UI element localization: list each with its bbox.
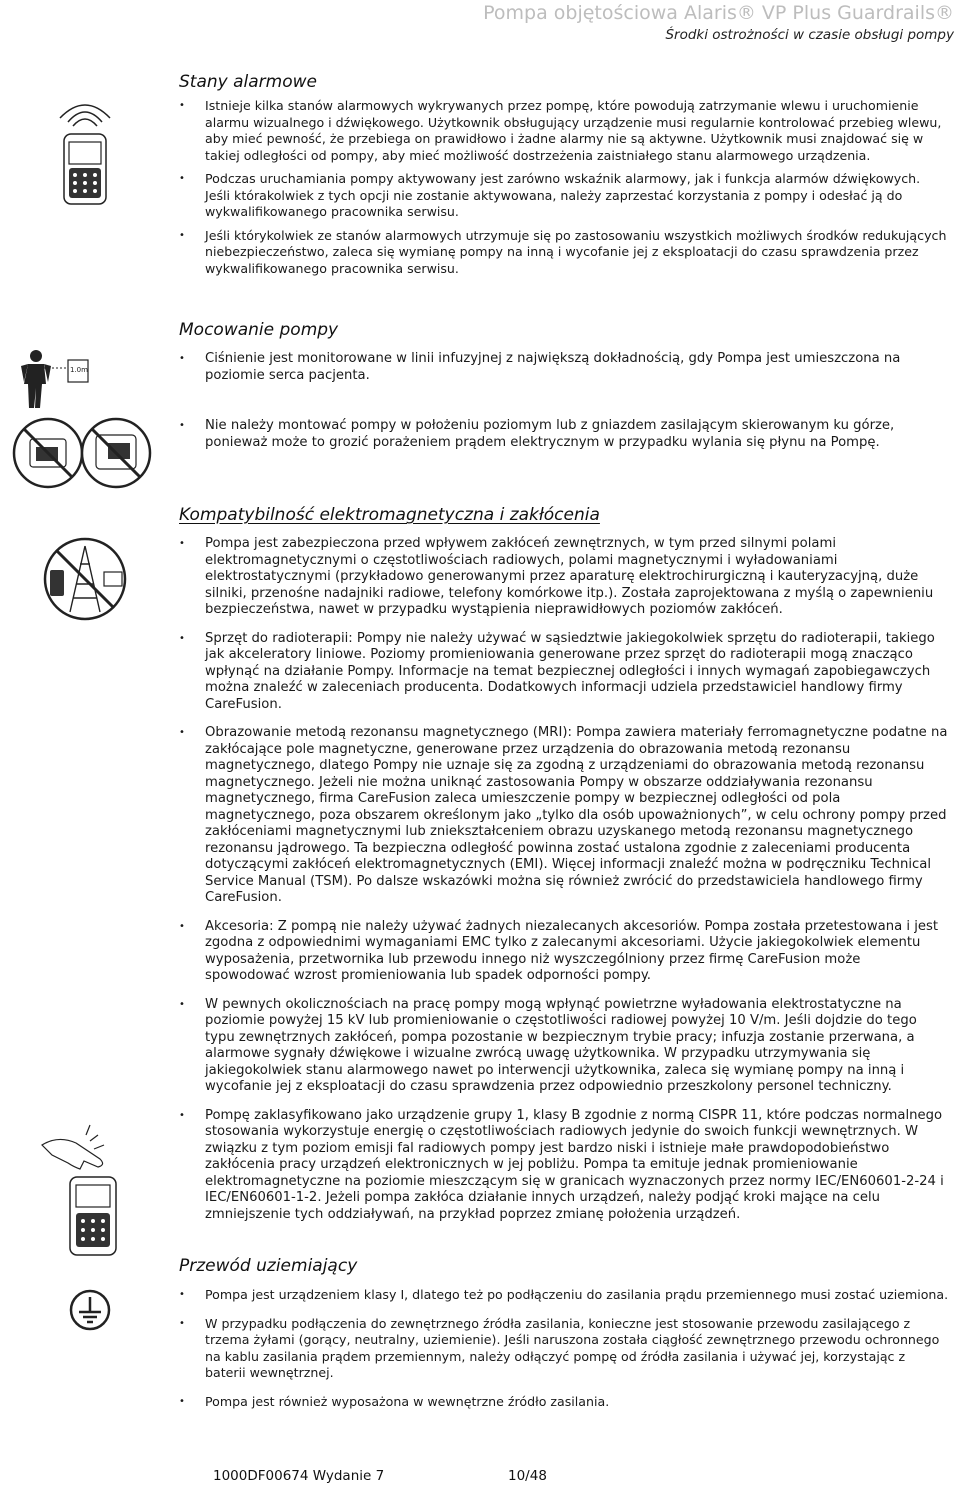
heading-pump-mounting: Mocowanie pompy: [179, 320, 339, 340]
list-item: • Pompa jest urządzeniem klasy I, dlatego też po podłączeniu do zasilania prądu przemiennego musi zostać uziemiona.: [179, 1287, 949, 1304]
list-item: • Nie należy montować pompy w położeniu poziomym lub z gniazdem zasilającym skierowanym ku górze, ponieważ może to grozić porażeniem prądem elektrycznym w przypadku wylania się płynu na Pompę.: [179, 418, 949, 451]
list-item: • Sprzęt do radioterapii: Pompy nie należy używać w sąsiedztwie jakiegokolwiek sprzętu do radioterapii, takiego jak akceleratory liniowe. Poziomy promieniowania generowane przez sprzęt do radioterapii mogą znacząco wpłynąć na działanie Pompy. Informacje na temat bezpiecznej odległości i innych wymagań zapobiegawczych można znaleźć w zaleceniach producenta. Dodatkowych informacji udziela przedstawiciel handlowy firmy CareFusion.: [179, 631, 949, 714]
hand-touch-pump-icon: [38, 1115, 133, 1260]
protective-earth-icon: [68, 1288, 112, 1332]
document-subtitle: Środki ostrożności w czasie obsługi pompy: [665, 27, 954, 43]
list-item: • W pewnych okolicznościach na pracę pompy mogą wpłynąć powietrzne wyładowania elektrostatyczne na poziomie powyżej 15 kV lub promieniowanie o częstotliwości radiowej powyżej 10 V/m. Jeśli dojdzie do tego typu zewnętrznych zakłóceń, pompa pozostanie w bezpiecznym trybie pracy; infuzja zostanie przerwana, a alarmowe sygnały dźwiękowe i wizualne zwrócą uwagę użytkownika. W przypadku utrzymywania się jakiegokolwiek stanu alarmowego nawet po interwencji użytkownika, zaleca się wymianę pompy na inną i wycofanie jej z eksploatacji do czasu sprawdzenia przez odpowiednio przeszkolony personel techniczny.: [179, 997, 949, 1096]
list-item: • Jeśli którykolwiek ze stanów alarmowych utrzymuje się po zastosowaniu wszystkich możliwych środków redukujących niebezpieczeństwo, zaleca się wymianę pompy na inną i wycofanie jej z eksploatacji do czasu sprawdzenia przez wykwalifikowanego pracownika serwisu.: [179, 228, 949, 278]
list-item: • Pompa jest również wyposażona w wewnętrzne źródło zasilania.: [179, 1394, 949, 1411]
pump-alarm-icon: [50, 100, 120, 212]
heading-alarm-states: Stany alarmowe: [179, 72, 317, 92]
page-number: 10/48: [508, 1468, 547, 1484]
heading-ground-wire: Przewód uziemiający: [179, 1256, 358, 1276]
no-horizontal-mount-icon: [8, 413, 156, 493]
patient-height-icon: [16, 348, 94, 410]
alarm-bullet-list: [179, 98, 949, 277]
document-title: Pompa objętościowa Alaris® VP Plus Guardrails®: [483, 2, 954, 24]
footer-doc-id: 1000DF00674 Wydanie 7: [213, 1468, 385, 1484]
list-item: • Podczas uruchamiania pompy aktywowany jest zarówno wskaźnik alarmowy, jak i funkcja alarmów dźwiękowych. Jeśli którakolwiek z tych opcji nie zostanie aktywowana, należy zaprzestać korzystania z pompy i odesłać ją do wykwalifikowanego pracownika serwisu.: [179, 171, 949, 221]
list-item: • Istnieje kilka stanów alarmowych wykrywanych przez pompę, które powodują zatrzymanie wlewu i uruchomienie alarmu wizualnego i dźwiękowego. Użytkownik obsługujący urządzenie musi regularnie kontrolować przebieg wlewu, aby mieć pewność, że przebiega on prawidłowo i żadne alarmy nie są aktywne. Użytkownik musi znajdować się w takiej odległości od pompy, aby mieć możliwość dostrzeżenia zaistniałego stanu alarmowego urządzenia.: [179, 98, 949, 164]
list-item: • Pompę zaklasyfikowano jako urządzenie grupy 1, klasy B zgodnie z normą CISPR 11, które podczas normalnego stosowania wykorzystuje energię o częstotliwościach radiowych jedynie do swoich funkcji wewnętrznych. W związku z tym poziom emisji fal radiowych pompy jest bardzo niski i istnieje małe prawdopodobieństwo zakłócenia pracy urządzeń elektronicznych w jej pobliżu. Pompa ta emituje jednak promieniowanie elektromagnetyczne na poziomie mieszczącym się w granicach wyznaczonych przez normy IEC/EN60601-2-24 i IEC/EN60601-1-2. Jeżeli pompa zakłóca działanie innych urządzeń, należy podjąć kroki mające na celu zmniejszenie tych oddziaływań, na przykład poprzez zmianę położenia urządzeń.: [179, 1108, 949, 1224]
heading-emc: Kompatybilność elektromagnetyczna i zakłócenia: [179, 505, 600, 525]
mounting-bullet-list: [179, 351, 949, 451]
list-item: • Akcesoria: Z pompą nie należy używać żadnych niezalecanych akcesoriów. Pompa została przetestowana i jest zgodna z odpowiednimi wymaganiami EMC tylko z zalecanymi akcesoriami. Użycie jakiegokolwiek elementu wyposażenia, przetwornika lub przewodu innego niż wyszczególniony przez firmę CareFusion może spowodować wzrost promieniowania lub spadek odporności pompy.: [179, 919, 949, 985]
ground-bullet-list: [179, 1287, 949, 1410]
list-item: • Ciśnienie jest monitorowane w linii infuzyjnej z największą dokładnością, gdy Pompa jest umieszczona na poziomie serca pacjenta.: [179, 351, 949, 384]
list-item: • Obrazowanie metodą rezonansu magnetycznego (MRI): Pompa zawiera materiały ferromagnetyczne podatne na zakłócające pole magnetyczne, generowane przez urządzenia do obrazowania metodą rezonansu magnetycznego, dlatego Pompy nie uznaje się za zgodną z urządzeniami do obrazowania metodą rezonansu magnetycznego. Jeżeli nie można uniknąć zastosowania Pompy w obszarze oddziaływania rezonansu magnetycznego, firma CareFusion zaleca umieszczenie pompy w bezpiecznej odległości od pola magnetycznego, poza obszarem określonym jako „tylko dla osób upoważnionych”, w celu ochrony pompy przed zakłóceniami magnetycznymi lub zniekształceniem obrazu uzyskanego metodą rezonansu magnetycznego rezonansu jądrowego. Ta bezpieczna odległość powinna zostać ustalona zgodnie z zaleceniami producenta dotyczącymi zakłóceń elektromagnetycznych (EMI). Więcej informacji znaleźć można w podręczniku Technical Service Manual (TSM). Po dalsze wskazówki można się również zwrócić do przedstawiciela handlowego firmy CareFusion.: [179, 725, 949, 907]
emc-interference-icon: [40, 534, 130, 624]
height-label: 1.0m: [70, 366, 88, 374]
list-item: • W przypadku podłączenia do zewnętrznego źródła zasilania, konieczne jest stosowanie przewodu zasilającego z trzema żyłami (gorący, neutralny, uziemienie). Jeśli naruszona została ciągłość zewnętrznego przewodu ochronnego na kablu zasilania prądem przemiennym, należy odłączyć pompę od źródła zasilania i używać jej, korzystając z baterii wewnętrznej.: [179, 1316, 949, 1382]
emc-bullet-list: [179, 536, 949, 1223]
list-item: • Pompa jest zabezpieczona przed wpływem zakłóceń zewnętrznych, w tym przed silnymi polami elektromagnetycznymi o częstotliwościach radiowych, polami magnetycznymi i wyładowaniami elektrostatycznymi (przykładowo generowanymi przez aparaturę elektrochirurgiczną i kauteryzacyjną, duże silniki, przenośne nadajniki radiowe, telefony komórkowe itp.). Została zaprojektowana z myślą o zapewnieniu bezpieczeństwa, nawet w przypadku wystąpienia nieprawidłowych poziomów zakłóceń.: [179, 536, 949, 619]
